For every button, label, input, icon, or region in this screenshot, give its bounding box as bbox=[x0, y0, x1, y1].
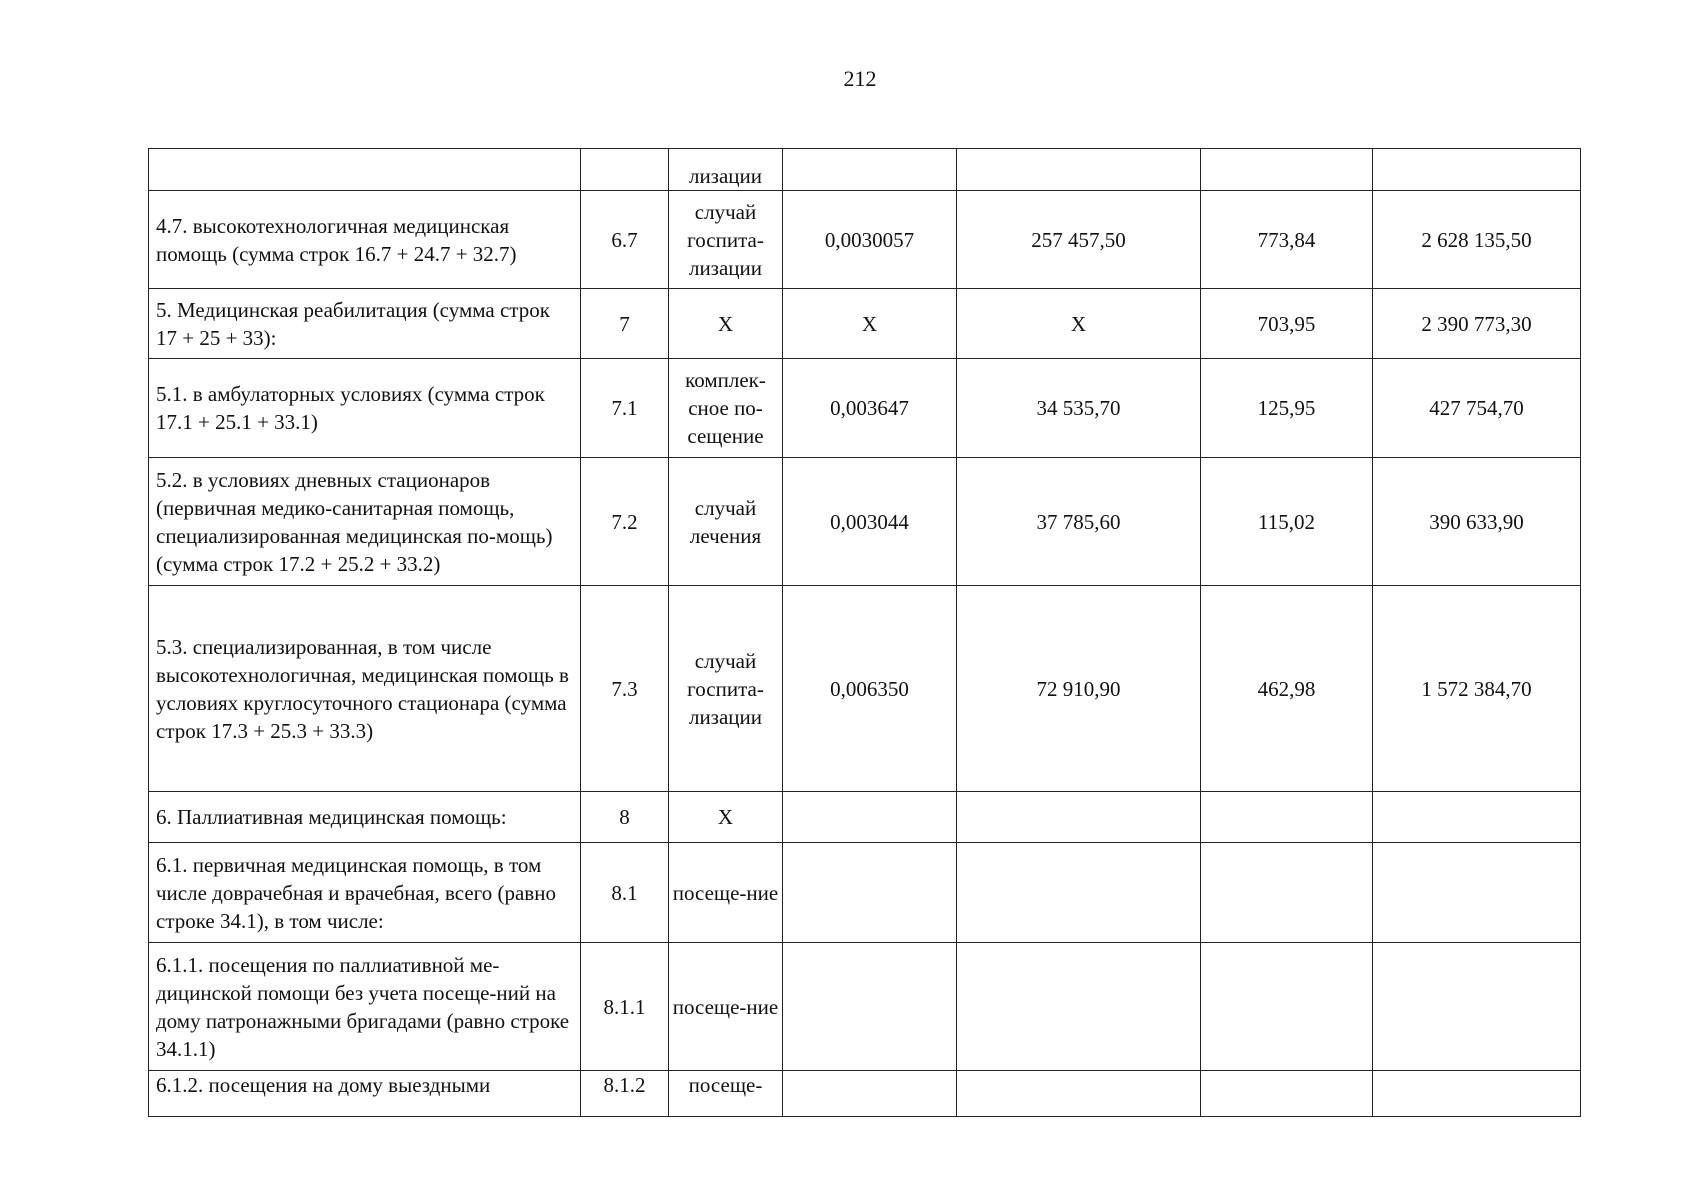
row-norm: 0,006350 bbox=[783, 586, 957, 792]
row-name: 6. Паллиативная медицинская помощь: bbox=[149, 792, 581, 843]
row-per-capita bbox=[1201, 1071, 1373, 1117]
row-per-capita: 462,98 bbox=[1201, 586, 1373, 792]
row-cost: 37 785,60 bbox=[957, 458, 1201, 586]
table-row bbox=[149, 586, 1581, 792]
row-code: 7.1 bbox=[581, 359, 669, 458]
row-unit: лизации bbox=[669, 149, 783, 191]
row-per-capita bbox=[1201, 943, 1373, 1071]
row-cost: X bbox=[957, 289, 1201, 359]
row-per-capita: 773,84 bbox=[1201, 191, 1373, 289]
data-table bbox=[148, 148, 1581, 1117]
table-row bbox=[149, 843, 1581, 943]
row-norm bbox=[783, 1071, 957, 1117]
row-total: 390 633,90 bbox=[1373, 458, 1581, 586]
table-row bbox=[149, 458, 1581, 586]
row-unit: X bbox=[669, 792, 783, 843]
table-row bbox=[149, 359, 1581, 458]
row-total bbox=[1373, 943, 1581, 1071]
row-unit: посеще- bbox=[669, 1071, 783, 1117]
row-unit: случай госпита-лизации bbox=[669, 586, 783, 792]
row-unit: посеще-ние bbox=[669, 843, 783, 943]
row-cost bbox=[957, 843, 1201, 943]
page-number: 212 bbox=[843, 66, 877, 91]
table-row bbox=[149, 289, 1581, 359]
row-norm: 0,003647 bbox=[783, 359, 957, 458]
row-total: 1 572 384,70 bbox=[1373, 586, 1581, 792]
row-code bbox=[581, 149, 669, 191]
row-per-capita: 115,02 bbox=[1201, 458, 1373, 586]
row-name: 4.7. высокотехнологичная медицинская помощь (сумма строк 16.7 + 24.7 + 32.7) bbox=[149, 191, 581, 289]
row-name: 5.3. специализированная, в том числе высокотехнологичная, медицинская помощь в условиях круглосуточного стационара (сумма строк 17.3 + 25.3 + 33.3) bbox=[149, 586, 581, 792]
row-name: 5.1. в амбулаторных условиях (сумма строк 17.1 + 25.1 + 33.1) bbox=[149, 359, 581, 458]
row-total bbox=[1373, 149, 1581, 191]
table-row bbox=[149, 792, 1581, 843]
row-code: 7.3 bbox=[581, 586, 669, 792]
row-cost bbox=[957, 1071, 1201, 1117]
row-cost: 257 457,50 bbox=[957, 191, 1201, 289]
row-cost bbox=[957, 943, 1201, 1071]
row-norm bbox=[783, 843, 957, 943]
row-total: 2 390 773,30 bbox=[1373, 289, 1581, 359]
table-row bbox=[149, 149, 1581, 191]
table-row bbox=[149, 943, 1581, 1071]
row-unit: X bbox=[669, 289, 783, 359]
row-per-capita: 125,95 bbox=[1201, 359, 1373, 458]
row-total bbox=[1373, 843, 1581, 943]
row-name: 6.1. первичная медицинская помощь, в том числе доврачебная и врачебная, всего (равно строке 34.1), в том числе: bbox=[149, 843, 581, 943]
row-code: 6.7 bbox=[581, 191, 669, 289]
row-name: 6.1.2. посещения на дому выездными bbox=[149, 1071, 581, 1117]
row-norm: 0,003044 bbox=[783, 458, 957, 586]
row-norm: 0,0030057 bbox=[783, 191, 957, 289]
row-unit: посеще-ние bbox=[669, 943, 783, 1071]
table-row bbox=[149, 1071, 1581, 1117]
row-norm bbox=[783, 149, 957, 191]
row-unit: случай госпита-лизации bbox=[669, 191, 783, 289]
row-cost: 72 910,90 bbox=[957, 586, 1201, 792]
row-name: 6.1.1. посещения по паллиативной ме-дицинской помощи без учета посеще-ний на дому патронажными бригадами (равно строке 34.1.1) bbox=[149, 943, 581, 1071]
row-code: 7 bbox=[581, 289, 669, 359]
row-cost bbox=[957, 149, 1201, 191]
row-per-capita bbox=[1201, 792, 1373, 843]
row-name: 5.2. в условиях дневных стационаров (первичная медико-санитарная помощь, специализированная медицинская по-мощь) (сумма строк 17.2 + 25.2 + 33.2) bbox=[149, 458, 581, 586]
row-total: 427 754,70 bbox=[1373, 359, 1581, 458]
row-norm: X bbox=[783, 289, 957, 359]
row-total bbox=[1373, 792, 1581, 843]
row-unit: комплек-сное по-сещение bbox=[669, 359, 783, 458]
row-code: 8.1 bbox=[581, 843, 669, 943]
row-total bbox=[1373, 1071, 1581, 1117]
row-code: 8.1.2 bbox=[581, 1071, 669, 1117]
row-code: 8 bbox=[581, 792, 669, 843]
table-row bbox=[149, 191, 1581, 289]
row-cost: 34 535,70 bbox=[957, 359, 1201, 458]
row-code: 7.2 bbox=[581, 458, 669, 586]
row-total: 2 628 135,50 bbox=[1373, 191, 1581, 289]
row-norm bbox=[783, 943, 957, 1071]
row-per-capita: 703,95 bbox=[1201, 289, 1373, 359]
row-name bbox=[149, 149, 581, 191]
row-cost bbox=[957, 792, 1201, 843]
row-per-capita bbox=[1201, 843, 1373, 943]
row-per-capita bbox=[1201, 149, 1373, 191]
row-name: 5. Медицинская реабилитация (сумма строк 17 + 25 + 33): bbox=[149, 289, 581, 359]
row-norm bbox=[783, 792, 957, 843]
row-unit: случай лечения bbox=[669, 458, 783, 586]
row-code: 8.1.1 bbox=[581, 943, 669, 1071]
